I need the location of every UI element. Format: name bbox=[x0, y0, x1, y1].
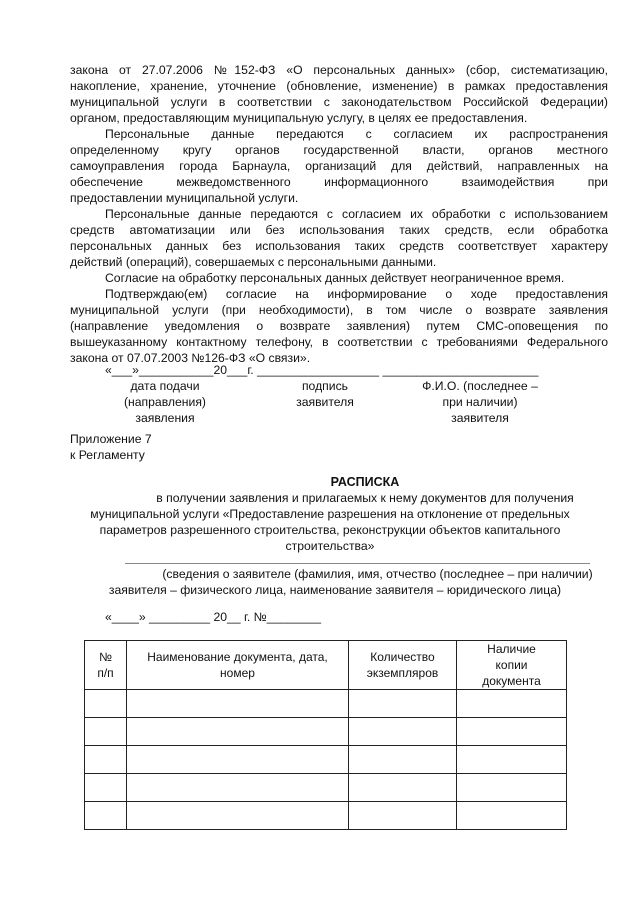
table-row bbox=[85, 774, 567, 802]
table-cell bbox=[349, 774, 457, 802]
table-row bbox=[85, 802, 567, 830]
text-line: действий (операций), совершаемых с персональными данными. bbox=[70, 255, 437, 269]
applicant-field-line bbox=[125, 563, 590, 564]
text-line: Персональные данные передаются с согласием их распространения bbox=[105, 127, 608, 141]
text-line: средств автоматизации или без использования таких средств, если обработка bbox=[70, 223, 608, 237]
table-cell bbox=[127, 718, 349, 746]
table-cell bbox=[457, 774, 567, 802]
header-copy-availability: Наличие копии документа bbox=[457, 641, 567, 690]
receipt-subtitle bbox=[70, 490, 640, 554]
signature-line: «___»___________20___г. __________________ _______________________ bbox=[105, 363, 539, 377]
appendix-number: Приложение 7 bbox=[70, 432, 152, 446]
caption-line: при наличии) bbox=[442, 395, 518, 409]
text-line: Согласие на обработку персональных данных действует неограниченное время. bbox=[105, 271, 565, 285]
sign-caption bbox=[275, 378, 375, 410]
table-cell bbox=[85, 746, 127, 774]
caption-line: заявителя – физического лица, наименование заявителя – юридического лица) bbox=[108, 583, 562, 597]
text-line: обеспечение межведомственного информационного взаимодействия при bbox=[70, 175, 608, 189]
text-line: предоставлении муниципальной услуги. bbox=[70, 191, 299, 205]
table-cell bbox=[127, 802, 349, 830]
table-header-row bbox=[85, 641, 567, 690]
subtitle-line: параметров разрешенного строительства, реконструкции объектов капитального bbox=[99, 523, 561, 537]
text-line: вышеуказанному контактному телефону, в соответствии с требованиями Федерального bbox=[70, 335, 608, 349]
subtitle-line: в получении заявления и прилагаемых к нему документов для получения bbox=[156, 491, 574, 505]
table-cell bbox=[349, 802, 457, 830]
name-caption bbox=[410, 378, 550, 426]
table-cell bbox=[85, 802, 127, 830]
table-cell bbox=[85, 718, 127, 746]
receipt-title: РАСПИСКА bbox=[330, 475, 400, 489]
table-cell bbox=[127, 690, 349, 718]
caption-line: заявления bbox=[135, 411, 195, 425]
subtitle-line: муниципальной услуги «Предоставление разрешения на отклонение от предельных bbox=[90, 507, 570, 521]
caption-line: подпись bbox=[301, 379, 349, 393]
table-row bbox=[85, 690, 567, 718]
subtitle-line: строительства» bbox=[285, 539, 375, 553]
text-line: Подтверждаю(ем) согласие на информирование о ходе предоставления bbox=[105, 287, 608, 301]
table-cell bbox=[85, 690, 127, 718]
receipt-date-line: «____» _________ 20__ г. №________ bbox=[105, 610, 321, 624]
text-line: определенному кругу органов государственной власти, органов местного bbox=[70, 143, 608, 157]
caption-line: Ф.И.О. (последнее – bbox=[422, 379, 538, 393]
table-cell bbox=[349, 690, 457, 718]
table-cell bbox=[127, 774, 349, 802]
table-cell bbox=[457, 690, 567, 718]
table-cell bbox=[85, 774, 127, 802]
caption-line: заявителя bbox=[451, 411, 509, 425]
table-cell bbox=[127, 746, 349, 774]
text-line: персональных данных без использования таких средств соответствует характеру bbox=[70, 239, 608, 253]
applicant-caption bbox=[70, 566, 640, 598]
documents-table bbox=[84, 640, 567, 830]
table-cell bbox=[457, 746, 567, 774]
table-cell bbox=[349, 746, 457, 774]
text-line: муниципальной услуги в соответствии с законодательством Российской Федерации) bbox=[70, 95, 608, 109]
text-line: закона от 07.07.2003 №126-ФЗ «О связи». bbox=[70, 351, 311, 365]
date-caption bbox=[105, 378, 225, 426]
appendix-reference: к Регламенту bbox=[70, 448, 145, 462]
header-document-name: Наименование документа, дата, номер bbox=[127, 641, 349, 690]
text-line: накопление, хранение, уточнение (обновление, изменение) в рамках предоставления bbox=[70, 79, 608, 93]
text-line: Персональные данные передаются с согласием их обработки с использованием bbox=[105, 207, 608, 221]
caption-line: заявителя bbox=[296, 395, 354, 409]
caption-line: (направления) bbox=[123, 395, 206, 409]
text-line: (направление уведомления о возврате заявления) путем СМС-оповещения по bbox=[70, 319, 608, 333]
caption-line: дата подачи bbox=[130, 379, 200, 393]
table-cell bbox=[457, 718, 567, 746]
header-copies-count: Количество экземпляров bbox=[349, 641, 457, 690]
text-line: органом, предоставляющим муниципальную услугу, в целях ее предоставления. bbox=[70, 111, 528, 125]
table-row bbox=[85, 746, 567, 774]
header-number: № п/п bbox=[85, 641, 127, 690]
text-line: муниципальной услуги (при необходимости), в том числе о возврате заявления bbox=[70, 303, 608, 317]
text-line: закона от 27.07.2006 №152-ФЗ «О персональных данных» (сбор, систематизацию, bbox=[70, 63, 608, 77]
table-cell bbox=[457, 802, 567, 830]
caption-line: (сведения о заявителе (фамилия, имя, отчество (последнее – при наличии) bbox=[162, 567, 593, 581]
text-line: самоуправления города Барнаула, организаций для действий, направленных на bbox=[70, 159, 608, 173]
table-cell bbox=[349, 718, 457, 746]
table-row bbox=[85, 718, 567, 746]
